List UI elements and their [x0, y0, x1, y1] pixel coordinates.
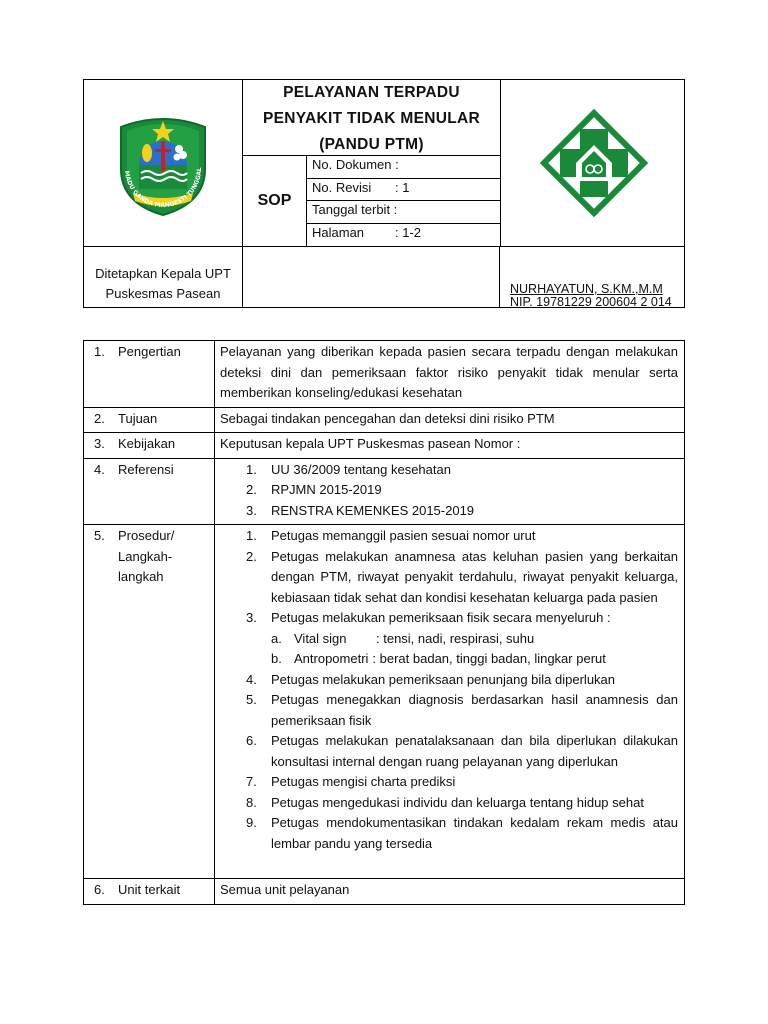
row-content: [215, 459, 684, 525]
row-label: [84, 341, 215, 407]
row-content: Sebagai tindakan pencegahan dan deteksi dini risiko PTM: [220, 410, 555, 426]
list-item: 2. Petugas melakukan anamnesa atas keluhan pasien yang berkaitan dengan PTM, riwayat penyakit terdahulu, riwayat penyakit keluarga, kebiasaan tidak sehat dan kondisi kesehatan keluarga pada pasien: [246, 548, 678, 605]
row-title: Pengertian: [118, 344, 181, 359]
row-content: Semua unit pelayanan: [220, 882, 350, 897]
list-item: 2. RPJMN 2015-2019: [246, 482, 382, 497]
table-row-unit-terkait: [84, 879, 684, 904]
row-label: [84, 525, 215, 878]
table-row-tujuan: [84, 408, 684, 434]
meta-label: No. Dokumen :: [312, 157, 399, 172]
meta-label: Halaman: [312, 224, 365, 240]
meta-label: No. Revisi: [312, 179, 372, 195]
title-line: (PANDU PTM): [319, 136, 424, 153]
row-title: Tujuan: [118, 410, 158, 426]
meta-row-page: [307, 224, 500, 247]
established-by: [84, 247, 243, 308]
row-number: 4.: [94, 461, 105, 477]
title-line: PENYAKIT TIDAK MENULAR: [262, 110, 480, 127]
row-title: Kebijakan: [118, 436, 176, 451]
document-meta: [307, 156, 500, 246]
row-number: 2.: [94, 410, 105, 426]
row-label: [84, 408, 215, 433]
list-item: 6. Petugas melakukan penatalaksanaan dan bila diperlukan dilakukan konsultasi internal dengan ruang pelayanan yang diperlukan: [246, 733, 678, 769]
row-content: [215, 525, 684, 878]
title-line: PELAYANAN TERPADU: [283, 84, 460, 101]
regency-logo-cell: [84, 80, 243, 246]
list-item: 7. Petugas mengisi charta prediksi: [246, 774, 456, 789]
list-item: 3. RENSTRA KEMENKES 2015-2019: [246, 502, 475, 518]
signatory: [500, 247, 686, 308]
table-row-pengertian: [84, 341, 684, 408]
meta-value: : 1: [395, 179, 410, 195]
row-number: 1.: [94, 344, 105, 359]
sop-header-table: [83, 79, 685, 308]
meta-row-issue-date: [307, 201, 500, 224]
row-label: [84, 879, 215, 904]
row-title: Prosedur/ Langkah- langkah: [118, 528, 175, 584]
table-row-prosedur: [84, 525, 684, 879]
list-item: 1. Petugas memanggil pasien sesuai nomor urut: [246, 528, 536, 543]
svg-text:MADU GANDA MANGESTI TUNGGAL: MADU GANDA MANGESTI TUNGGAL: [122, 167, 204, 210]
row-number: 6.: [94, 882, 105, 897]
sub-item: a. Vital sign : tensi, nadi, respirasi, suhu: [271, 630, 535, 646]
list-item: 9. Petugas mendokumentasikan tindakan kedalam rekam medis atau lembar pandu yang tersedia: [246, 815, 678, 851]
established-line: Ditetapkan Kepala UPT: [95, 266, 231, 281]
regency-emblem-icon: [111, 107, 215, 219]
row-content: Pelayanan yang diberikan kepada pasien secara terpadu dengan melakukan deteksi dini dan pemeriksaan faktor risiko penyakit tidak menular serta memberikan konseling/edukasi kesehatan: [220, 344, 678, 400]
meta-row-document-number: [307, 156, 500, 179]
sub-item: b. Antropometri : berat badan, tinggi badan, lingkar perut: [271, 651, 606, 666]
list-item: 4. Petugas melakukan pemeriksaan penunjang bila diperlukan: [246, 671, 616, 687]
row-label: [84, 459, 215, 525]
row-title: Unit terkait: [118, 882, 181, 897]
signatory-nip: NIP. 19781229 200604 2 014: [510, 295, 672, 309]
procedure-list: [220, 526, 678, 854]
table-row-referensi: [84, 459, 684, 526]
puskesmas-cross-logo-icon: [540, 109, 648, 217]
row-content: Keputusan kepala UPT Puskesmas pasean Nomor :: [220, 436, 521, 451]
row-number: 5.: [94, 528, 105, 543]
blank-cell: [243, 247, 500, 308]
list-item: 8. Petugas mengedukasi individu dan keluarga tentang hidup sehat: [246, 794, 644, 810]
meta-value: : 1-2: [395, 224, 422, 240]
meta-row-revision: [307, 179, 500, 202]
list-item: 3. Petugas melakukan pemeriksaan fisik secara menyeluruh : a. Vital sign : tensi, nadi, respirasi, suhu b. Antropometri : berat badan, tinggi badan, lingkar perut: [220, 608, 678, 670]
approval-row: [84, 246, 684, 308]
row-title: Referensi: [118, 461, 174, 477]
meta-label: Tanggal terbit :: [312, 202, 398, 217]
puskesmas-logo-cell: [500, 80, 686, 246]
list-item: 1. UU 36/2009 tentang kesehatan: [246, 461, 451, 477]
list-item: 5. Petugas menegakkan diagnosis berdasarkan hasil anamnesis dan pemeriksaan fisik: [246, 692, 678, 728]
table-row-kebijakan: [84, 433, 684, 459]
sop-content-table: [83, 340, 685, 905]
reference-list: [220, 460, 678, 522]
sop-label: SOP: [243, 156, 307, 246]
row-number: 3.: [94, 436, 105, 451]
row-label: [84, 433, 215, 458]
document-title: [243, 80, 500, 156]
established-line: Puskesmas Pasean: [105, 286, 221, 301]
signatory-name: NURHAYATUN, S.KM.,M.M: [510, 282, 663, 296]
